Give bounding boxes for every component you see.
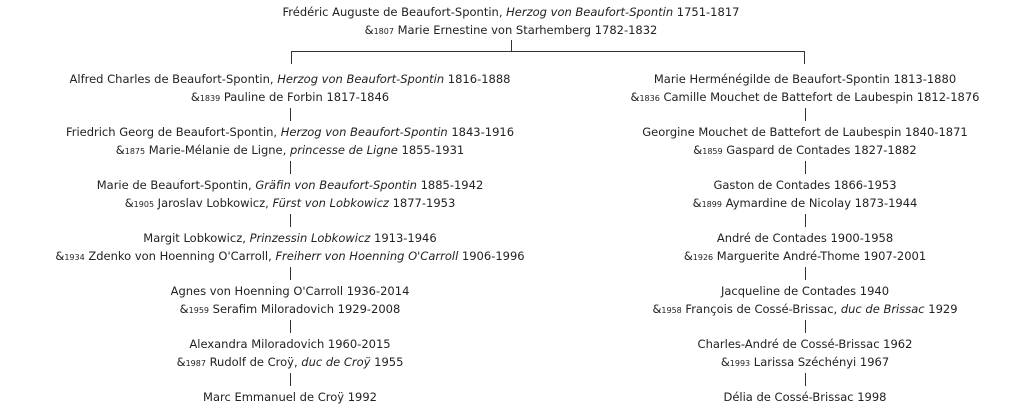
person-entry: Alexandra Miloradovich 1960-2015: [189, 337, 391, 351]
left-branch-connector: [291, 51, 292, 64]
spouse-entry: &1959 Serafim Miloradovich 1929-2008: [179, 302, 401, 316]
right-branch-connector: [804, 51, 805, 64]
person-entry: Délia de Cossé-Brissac 1998: [723, 390, 887, 404]
descent-connector: [40, 212, 540, 229]
descent-connector: [40, 106, 540, 123]
root-connector: [511, 40, 512, 51]
person-entry: Gaston de Contades 1866-1953: [713, 178, 897, 192]
person-entry: Marie Herménégilde de Beaufort-Spontin 1813-1880: [653, 72, 957, 86]
descent-connector: [40, 318, 540, 335]
spouse-entry: &1934 Zdenko von Hoenning O'Carroll, Freiherr von Hoenning O'Carroll 1906-1996: [55, 249, 525, 263]
root-spouse: &1807 Marie Ernestine von Starhemberg 1782-1832: [364, 23, 658, 37]
descent-connector: [555, 371, 1022, 388]
descent-connector: [40, 371, 540, 388]
person-entry: Friedrich Georg de Beaufort-Spontin, Herzog von Beaufort-Spontin 1843-1916: [65, 125, 515, 139]
descent-connector: [555, 265, 1022, 282]
descent-connector: [555, 318, 1022, 335]
person-entry: Agnes von Hoenning O'Carroll 1936-2014: [170, 284, 410, 298]
person-entry: Georgine Mouchet de Battefort de Laubespin 1840-1871: [642, 125, 968, 139]
spouse-entry: &1926 Marguerite André-Thome 1907-2001: [683, 249, 927, 263]
left-lineage: [40, 70, 540, 406]
person-entry: Marc Emmanuel de Croÿ 1992: [203, 390, 377, 404]
person-entry: André de Contades 1900-1958: [716, 231, 894, 245]
spouse-entry: &1958 François de Cossé-Brissac, duc de Brissac 1929: [652, 302, 958, 316]
spouse-entry: &1836 Camille Mouchet de Battefort de Laubespin 1812-1876: [630, 90, 980, 104]
descent-connector: [555, 106, 1022, 123]
descent-connector: [40, 159, 540, 176]
right-lineage: [555, 70, 1022, 406]
person-entry: Jacqueline de Contades 1940: [720, 284, 890, 298]
spouse-entry: &1899 Aymardine de Nicolay 1873-1944: [692, 196, 918, 210]
root-couple: [0, 3, 1022, 39]
sibling-connector: [291, 51, 805, 52]
person-entry: Alfred Charles de Beaufort-Spontin, Herzog von Beaufort-Spontin 1816-1888: [69, 72, 511, 86]
descent-connector: [555, 159, 1022, 176]
person-entry: Margit Lobkowicz, Prinzessin Lobkowicz 1913-1946: [143, 231, 437, 245]
spouse-entry: &1993 Larissa Széchényi 1967: [720, 355, 890, 369]
person-entry: Charles-André de Cossé-Brissac 1962: [697, 337, 913, 351]
descent-connector: [40, 265, 540, 282]
person-entry: Marie de Beaufort-Spontin, Gräfin von Beaufort-Spontin 1885-1942: [96, 178, 484, 192]
spouse-entry: &1905 Jaroslav Lobkowicz, Fürst von Lobkowicz 1877-1953: [124, 196, 456, 210]
spouse-entry: &1839 Pauline de Forbin 1817-1846: [190, 90, 390, 104]
descent-connector: [555, 212, 1022, 229]
spouse-entry: &1875 Marie-Mélanie de Ligne, princesse de Ligne 1855-1931: [115, 143, 465, 157]
spouse-entry: &1859 Gaspard de Contades 1827-1882: [693, 143, 917, 157]
spouse-entry: &1987 Rudolf de Croÿ, duc de Croÿ 1955: [176, 355, 404, 369]
root-person: Frédéric Auguste de Beaufort-Spontin, Herzog von Beaufort-Spontin 1751-1817: [282, 5, 740, 19]
